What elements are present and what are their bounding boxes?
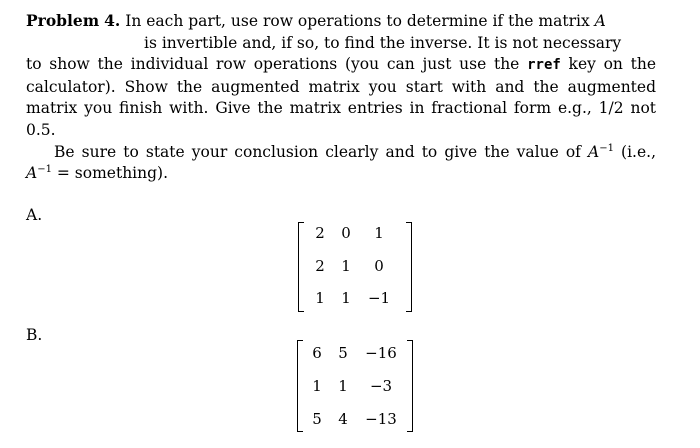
inverse-base: A [588,142,600,161]
matrix-b-cell-r3c2: 4 [338,410,348,428]
matrix-a [298,222,412,312]
matrix-a-cell-r2c1: 2 [315,257,325,275]
matrix-b-cell-r3c3: −13 [365,410,397,428]
problem-line-4: calculator). Show the augmented matrix you start with and the augmented [26,77,656,96]
matrix-b-cell-r1c2: 5 [338,344,348,362]
matrix-a-right-bracket [406,222,412,312]
part-b-label: B. [26,326,43,344]
matrix-a-cell-r3c1: 1 [315,289,325,307]
problem-statement [26,10,656,185]
matrix-b-right-bracket [407,340,413,432]
matrix-b-cell-r1c1: 6 [312,344,322,362]
rref-key: rref [527,57,561,74]
matrix-a-cell-r3c2: 1 [341,289,351,307]
matrix-a-cell-r1c1: 2 [315,224,325,242]
matrix-variable: A [594,12,606,30]
problem-line-8-text: = something). [56,164,169,183]
problem-line-8 [26,163,656,185]
matrix-b [297,340,413,432]
problem-line-7-post: (i.e., [621,142,656,161]
inverse-exponent: −1 [599,142,614,154]
matrix-b-cell-r2c1: 1 [312,377,322,395]
matrix-b-left-bracket [297,340,303,432]
problem-line-6: 0.5. [26,120,56,139]
matrix-b-cell-r1c3: −16 [365,344,397,362]
problem-line-3 [26,54,656,77]
matrix-a-cell-r1c3: 1 [374,224,384,242]
problem-line-1 [26,10,656,33]
matrix-a-cell-r2c3: 0 [374,257,384,275]
problem-line-5: matrix you finish with. Give the matrix entries in fractional form e.g., 1/2 not [26,99,656,118]
matrix-a-cell-r2c2: 1 [341,257,351,275]
matrix-a-cell-r1c2: 0 [341,224,351,242]
problem-line-2: is invertible and, if so, to find the inverse. It is not necessary [144,33,622,52]
matrix-a-cell-r3c3: −1 [367,289,391,307]
matrix-b-cell-r2c3: −3 [369,377,393,395]
matrix-a-left-bracket [298,222,304,312]
matrix-b-cell-r3c1: 5 [312,410,322,428]
inverse-exponent-2: −1 [37,164,52,175]
problem-number: 4. [104,11,121,30]
problem-line-3-post: key on the [568,55,657,74]
part-a-label: A. [26,206,43,224]
problem-heading: Problem [26,11,100,30]
problem-line-1-text: In each part, use row operations to determine if the matrix [125,12,590,30]
matrix-b-cell-r2c2: 1 [338,377,348,395]
problem-line-3-pre: to show the individual row operations (you can just use the [26,55,520,74]
problem-line-7 [26,142,656,164]
problem-line-7-pre: Be sure to state your conclusion clearly and to give the value of [54,142,581,161]
inverse-notation [588,143,614,161]
inverse-base-2: A [26,164,38,183]
